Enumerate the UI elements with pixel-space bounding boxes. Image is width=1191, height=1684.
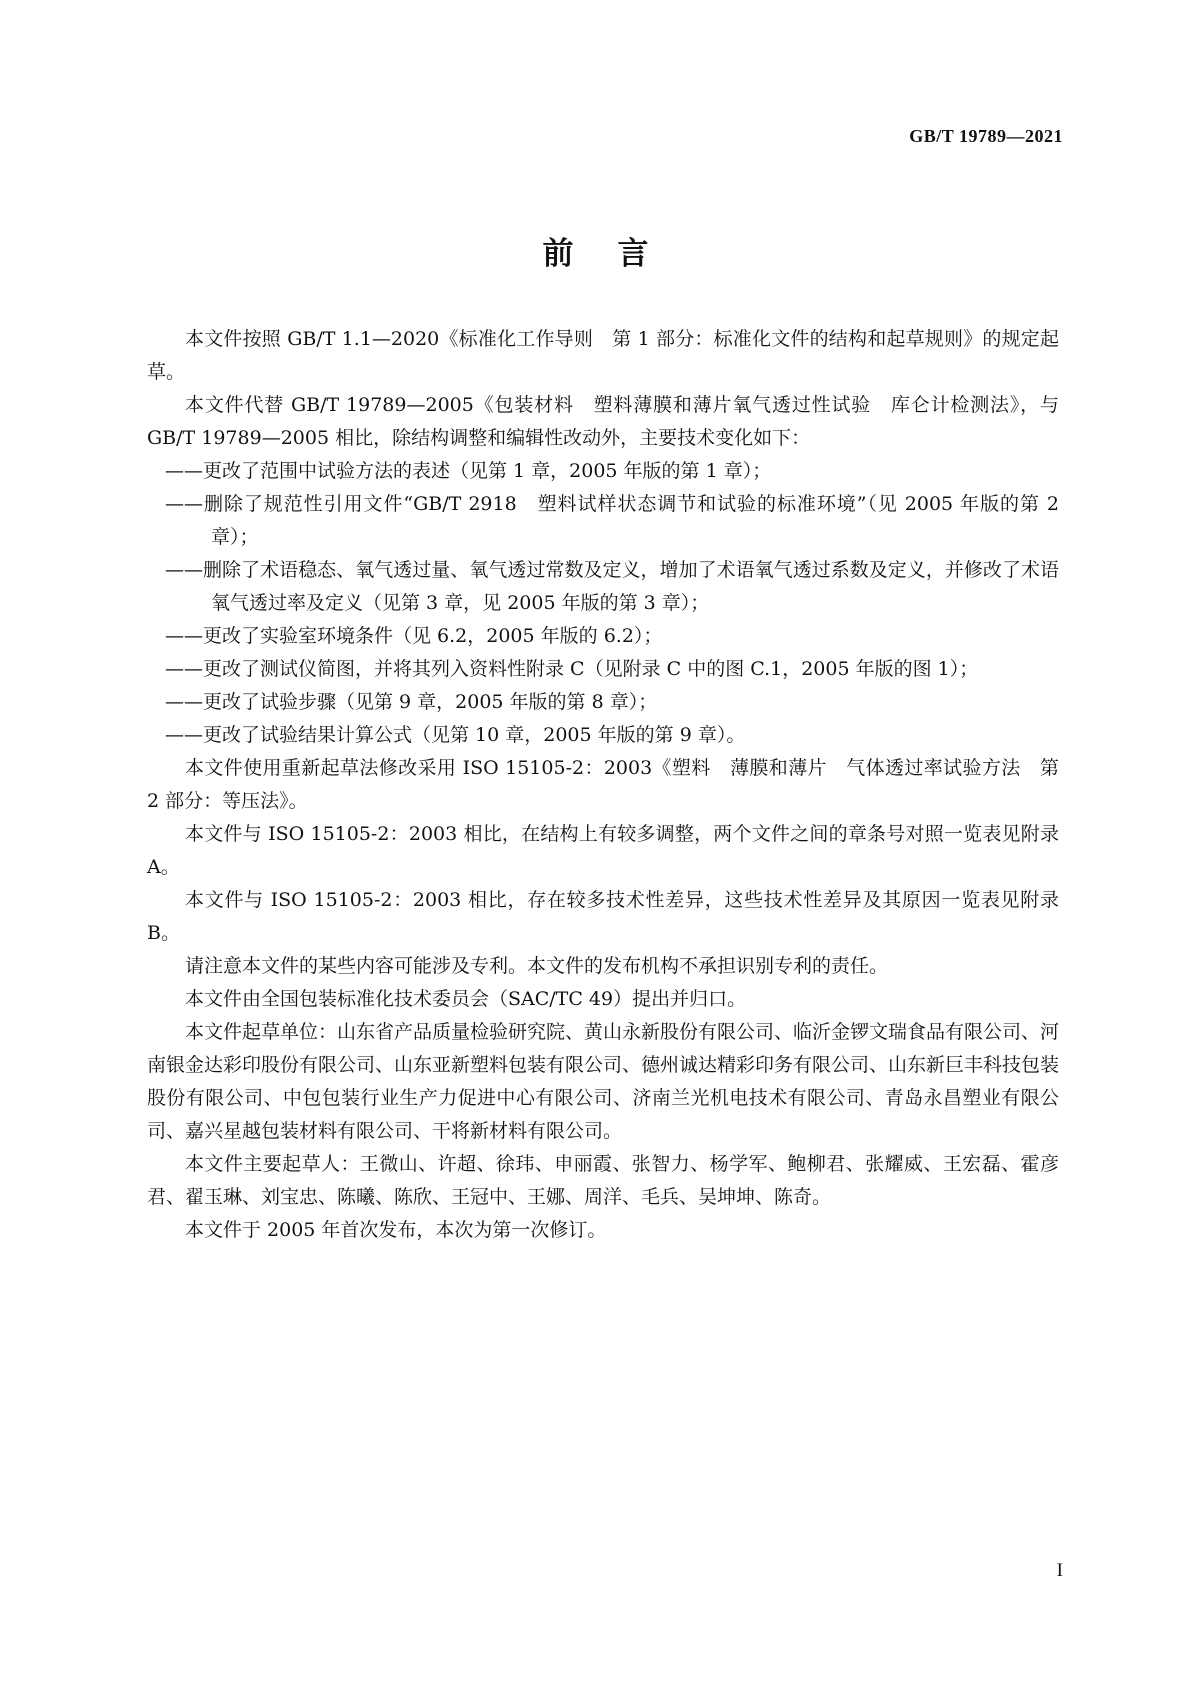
paragraph-patent-notice: 请注意本文件的某些内容可能涉及专利。本文件的发布机构不承担识别专利的责任。 bbox=[185, 955, 889, 977]
paragraph-committee: 本文件由全国包装标准化技术委员会（SAC/TC 49）提出并归口。 bbox=[185, 988, 747, 1010]
paragraph-history: 本文件于 2005 年首次发布，本次为第一次修订。 bbox=[185, 1219, 607, 1241]
list-item: ——删除了术语稳态、氧气透过量、氧气透过常数及定义，增加了术语氧气透过系数及定义，并修改了术语氧气透过率及定义（见第 3 章，见 2005 年版的第 3 章）； bbox=[165, 559, 1059, 614]
paragraph-replacement: 本文件代替 GB/T 19789—2005《包装材料 塑料薄膜和薄片氧气透过性试验 库仑计检测法》，与 GB/T 19789—2005 相比，除结构调整和编辑性改动外，主要技术变化如下： bbox=[147, 394, 1059, 449]
paragraph-drafting-units: 本文件起草单位：山东省产品质量检验研究院、黄山永新股份有限公司、临沂金锣文瑞食品有限公司、河南银金达彩印股份有限公司、山东亚新塑料包装有限公司、德州诚达精彩印务有限公司、山东新巨丰科技包装股份有限公司、中包包装行业生产力促进中心有限公司、济南兰光机电技术有限公司、青岛永昌塑业有限公司、嘉兴星越包装材料有限公司、干将新材料有限公司。 bbox=[147, 1021, 1060, 1142]
foreword-body bbox=[147, 323, 1059, 1247]
list-item: ——更改了试验步骤（见第 9 章，2005 年版的第 8 章）； bbox=[165, 691, 658, 713]
paragraph-structure-differences: 本文件与 ISO 15105-2：2003 相比，在结构上有较多调整，两个文件之间的章条号对照一览表见附录 A。 bbox=[147, 823, 1059, 878]
list-item: ——更改了测试仪简图，并将其列入资料性附录 C（见附录 C 中的图 C.1，2005 年版的图 1）； bbox=[165, 658, 979, 680]
page-title: 前言 bbox=[542, 236, 693, 272]
paragraph-adoption: 本文件使用重新起草法修改采用 ISO 15105-2：2003《塑料 薄膜和薄片 气体透过率试验方法 第 2 部分：等压法》。 bbox=[147, 757, 1059, 812]
paragraph-drafters: 本文件主要起草人：王微山、许超、徐玮、申丽霞、张智力、杨学军、鲍柳君、张耀威、王宏磊、霍彦君、翟玉琳、刘宝忠、陈曦、陈欣、王冠中、王娜、周洋、毛兵、吴坤坤、陈奇。 bbox=[147, 1153, 1059, 1208]
paragraph-drafting-rules: 本文件按照 GB/T 1.1—2020《标准化工作导则 第 1 部分：标准化文件的结构和起草规则》的规定起草。 bbox=[147, 328, 1059, 383]
list-item: ——更改了实验室环境条件（见 6.2，2005 年版的 6.2）； bbox=[165, 625, 663, 647]
page-number: I bbox=[1056, 1560, 1063, 1581]
list-item: ——删除了规范性引用文件“GB/T 2918 塑料试样状态调节和试验的标准环境”（见 2005 年版的第 2 章）； bbox=[165, 493, 1059, 548]
list-item: ——更改了范围中试验方法的表述（见第 1 章，2005 年版的第 1 章）； bbox=[165, 460, 772, 482]
paragraph-technical-differences: 本文件与 ISO 15105-2：2003 相比，存在较多技术性差异，这些技术性差异及其原因一览表见附录 B。 bbox=[147, 889, 1059, 944]
standard-number: GB/T 19789—2021 bbox=[909, 126, 1063, 146]
list-item: ——更改了试验结果计算公式（见第 10 章，2005 年版的第 9 章）。 bbox=[165, 724, 746, 746]
